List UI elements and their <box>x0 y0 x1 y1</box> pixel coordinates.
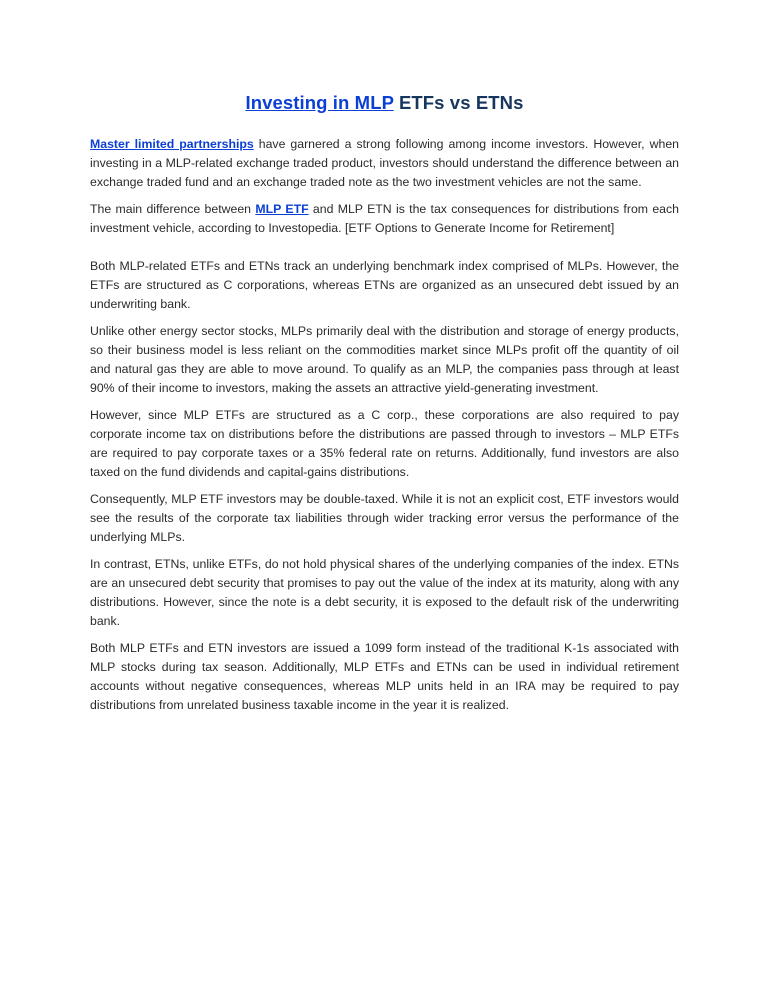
document-page <box>90 92 679 723</box>
paragraph-2 <box>90 200 679 238</box>
paragraph-5: However, since MLP ETFs are structured as a C corp., these corporations are also required to pay corporate income tax on distributions before the distributions are passed through to investors – MLP ETFs are required to pay corporate taxes or a 35% federal rate on returns. Additionally, fund investors are also taxed on the fund dividends and capital-gains distributions. <box>90 408 679 479</box>
page-title <box>90 92 679 114</box>
paragraph-3: Both MLP-related ETFs and ETNs track an underlying benchmark index comprised of MLPs. However, the ETFs are structured as C corporations, whereas ETNs are organized as an unsecured debt issued by an underwriting bank. <box>90 259 679 311</box>
paragraph-4: Unlike other energy sector stocks, MLPs primarily deal with the distribution and storage of energy products, so their business model is less reliant on the commodities market since MLPs profit off the quantity of oil and natural gas they are able to move around. To qualify as an MLP, the companies pass through at least 90% of their income to investors, making the assets an attractive yield-generating investment. <box>90 324 679 395</box>
title-rest: ETFs vs ETNs <box>393 92 524 113</box>
paragraph-1 <box>90 135 679 192</box>
paragraph-1-text: have garnered a strong following among income investors. However, when investing in a MLP-related exchange traded product, investors should understand the difference between an exchange traded fund and an exchange traded note as the two investment vehicles are not the same. <box>90 137 679 189</box>
link-mlp-etf[interactable]: MLP ETF <box>255 202 309 216</box>
paragraph-2-text-before: The main difference between <box>90 202 256 216</box>
title-link-investing-in-mlp[interactable]: Investing in MLP <box>245 92 394 113</box>
paragraph-6: Consequently, MLP ETF investors may be double-taxed. While it is not an explicit cost, ETF investors would see the results of the corporate tax liabilities through wider tracking error versus the performance of the underlying MLPs. <box>90 492 679 544</box>
link-master-limited-partnerships[interactable]: Master limited partnerships <box>90 137 254 151</box>
paragraph-8: Both MLP ETFs and ETN investors are issued a 1099 form instead of the traditional K-1s associated with MLP stocks during tax season. Additionally, MLP ETFs and ETNs can be used in individual retirement accounts without negative consequences, whereas MLP units held in an IRA may be required to pay distributions from unrelated business taxable income in the year it is realized. <box>90 641 679 712</box>
paragraph-7: In contrast, ETNs, unlike ETFs, do not hold physical shares of the underlying companies of the index. ETNs are an unsecured debt security that promises to pay out the value of the index at its maturity, along with any distributions. However, since the note is a debt security, it is exposed to the default risk of the underwriting bank. <box>90 557 679 628</box>
paragraph-2-text-after: and MLP ETN is the tax consequences for distributions from each investment vehicle, according to Investopedia. [ETF Options to Generate Income for Retirement] <box>90 202 679 235</box>
